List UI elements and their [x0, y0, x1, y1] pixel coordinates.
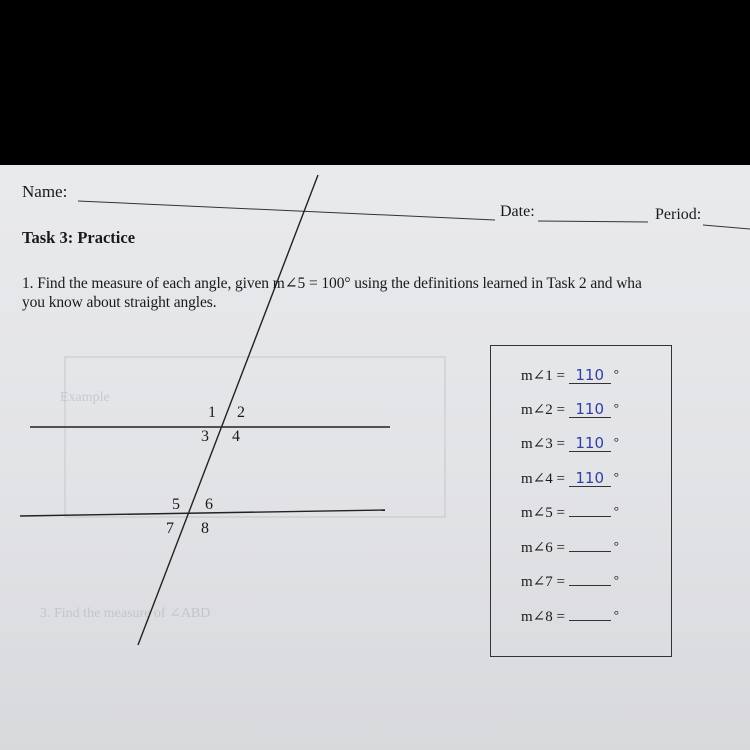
- angle-label-7: 7: [166, 520, 174, 537]
- degree-symbol: °: [613, 503, 619, 518]
- angle-label-8: 8: [201, 520, 209, 537]
- angle-label-6: 6: [205, 496, 213, 513]
- answer-row-4: [521, 469, 619, 488]
- degree-symbol: °: [613, 538, 619, 553]
- degree-symbol: °: [613, 400, 619, 415]
- degree-symbol: °: [613, 434, 619, 449]
- answer-field[interactable]: [569, 516, 611, 517]
- answer-label: m∠5 =: [521, 505, 565, 521]
- answer-field[interactable]: 110: [569, 368, 611, 384]
- answer-field[interactable]: [569, 551, 611, 552]
- date-label: Date:: [500, 203, 535, 220]
- degree-symbol: °: [613, 366, 619, 381]
- angle-label-5: 5: [172, 496, 180, 513]
- angle-label-4: 4: [232, 428, 240, 445]
- answer-label: m∠6 =: [521, 540, 565, 556]
- worksheet-page: [0, 165, 750, 750]
- degree-symbol: °: [613, 469, 619, 484]
- answer-row-1: [521, 366, 619, 385]
- angle-label-2: 2: [237, 404, 245, 421]
- question-text-line1: 1. Find the measure of each angle, given m∠5 = 100° using the definitions learned in Task 2 and wha: [22, 275, 642, 292]
- answer-row-8: [521, 607, 619, 626]
- answer-label: m∠3 =: [521, 436, 565, 452]
- answer-field[interactable]: 110: [569, 436, 611, 452]
- answer-label: m∠4 =: [521, 471, 565, 487]
- answer-field[interactable]: [569, 620, 611, 621]
- answer-label: m∠8 =: [521, 609, 565, 625]
- answer-box: [490, 345, 672, 657]
- period-label: Period:: [655, 206, 702, 223]
- angle-label-3: 3: [201, 428, 209, 445]
- answer-row-3: [521, 434, 619, 453]
- answer-row-5: [521, 503, 619, 522]
- answer-label: m∠7 =: [521, 574, 565, 590]
- bleed-through-text: Example: [60, 390, 110, 405]
- answer-row-6: [521, 538, 619, 557]
- answer-label: m∠1 =: [521, 368, 565, 384]
- answer-row-7: [521, 572, 619, 591]
- degree-symbol: °: [613, 607, 619, 622]
- answer-label: m∠2 =: [521, 402, 565, 418]
- bleed-through-text: 3. Find the measure of ∠ABD: [40, 606, 211, 621]
- question-text-line2: you know about straight angles.: [22, 294, 217, 311]
- name-label: Name:: [22, 182, 68, 201]
- answer-field[interactable]: [569, 585, 611, 586]
- angle-label-1: 1: [208, 404, 216, 421]
- answer-field[interactable]: 110: [569, 402, 611, 418]
- degree-symbol: °: [613, 572, 619, 587]
- answer-row-2: [521, 400, 619, 419]
- answer-field[interactable]: 110: [569, 471, 611, 487]
- task-title: Task 3: Practice: [22, 228, 136, 247]
